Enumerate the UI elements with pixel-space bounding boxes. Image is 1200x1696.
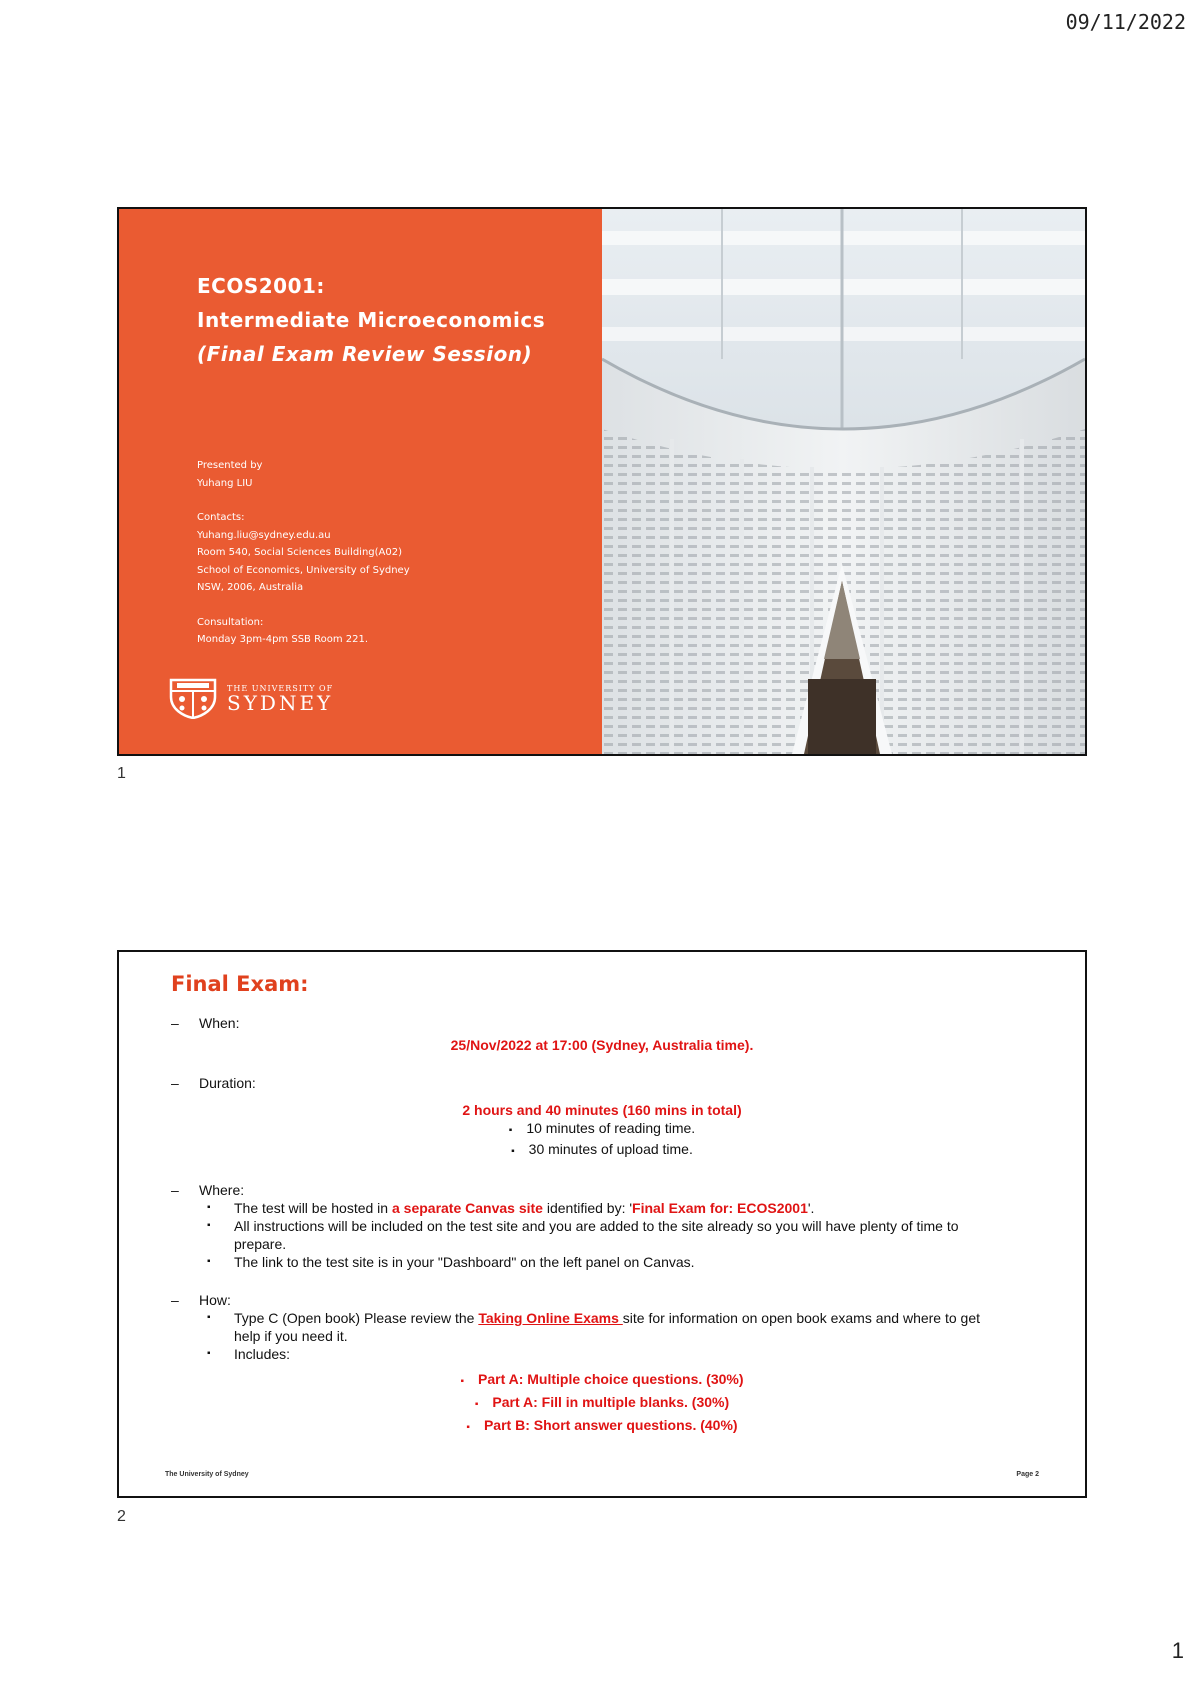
slide-footer-university: The University of Sydney: [165, 1471, 249, 1478]
building-interior-image: [602, 209, 1085, 754]
square-bullet-icon: ▪: [207, 1220, 211, 1231]
exam-part-item: ▪ Part A: Multiple choice questions. (30%): [460, 1371, 744, 1387]
how-item-2: ▪ Includes:: [207, 1346, 291, 1362]
square-bullet-icon: ▪: [460, 1376, 464, 1387]
duration-value: 2 hours and 40 minutes (160 mins in total): [462, 1102, 742, 1118]
contact-school: School of Economics, University of Sydney: [197, 564, 410, 576]
course-title: [197, 269, 545, 371]
contact-location: NSW, 2006, Australia: [197, 582, 304, 593]
presenter-info: [197, 457, 410, 649]
logo-small-text: THE UNIVERSITY OF: [227, 683, 334, 693]
where-item-2: ▪ All instructions will be included on the test site and you are added to the site already so you will have plenty of time to prepare.: [207, 1218, 959, 1252]
how-item-1: ▪ Type C (Open book) Please review the Taking Online Exams site for information on open book exams and where to get help if you need it.: [207, 1310, 981, 1344]
contacts-label: Contacts:: [197, 512, 245, 523]
title-panel: [119, 209, 602, 754]
when-row: [119, 1014, 1085, 1032]
square-bullet-icon: ▪: [207, 1348, 211, 1359]
slide-footer-page: Page 2: [1016, 1471, 1039, 1478]
square-bullet-icon: ▪: [511, 1146, 515, 1157]
where-item-3: ▪ The link to the test site is in your "Dashboard" on the left panel on Canvas.: [207, 1254, 695, 1270]
presented-label: Presented by: [197, 460, 263, 471]
duration-item: ▪ 30 minutes of upload time.: [511, 1141, 693, 1157]
logo-big-text: SYDNEY: [227, 690, 334, 715]
when-label: When:: [199, 1015, 240, 1031]
crest-icon: [167, 677, 219, 719]
slide-2-final-exam: [117, 950, 1087, 1498]
course-name: Intermediate Microeconomics: [197, 308, 546, 332]
dash-bullet: –: [171, 1075, 179, 1091]
square-bullet-icon: ▪: [508, 1125, 513, 1136]
exam-details: [119, 1014, 1085, 1438]
dash-bullet: –: [171, 1015, 179, 1031]
duration-item: ▪ 10 minutes of reading time.: [508, 1120, 696, 1136]
square-bullet-icon: ▪: [207, 1312, 211, 1323]
slide-2-number: 2: [117, 1508, 126, 1525]
duration-row: [119, 1074, 1085, 1092]
exam-part-item: ▪ Part B: Short answer questions. (40%): [466, 1417, 738, 1433]
dash-bullet: –: [171, 1182, 179, 1198]
dash-bullet: –: [171, 1292, 179, 1308]
square-bullet-icon: ▪: [474, 1399, 479, 1410]
where-label: Where:: [199, 1182, 245, 1198]
print-date: 09/11/2022: [1065, 10, 1186, 34]
square-bullet-icon: ▪: [207, 1202, 211, 1213]
consultation-time: Monday 3pm-4pm SSB Room 221.: [197, 634, 369, 645]
university-logo: [167, 677, 333, 719]
square-bullet-icon: ▪: [466, 1422, 470, 1433]
where-row: [119, 1181, 1085, 1199]
architecture-photo: [602, 209, 1085, 754]
when-value: 25/Nov/2022 at 17:00 (Sydney, Australia time).: [450, 1037, 754, 1053]
presenter-name: Yuhang LIU: [197, 477, 253, 489]
course-code: ECOS2001:: [197, 274, 325, 298]
square-bullet-icon: ▪: [207, 1256, 211, 1267]
page-number: 1: [1171, 1638, 1184, 1663]
exam-part-item: ▪ Part A: Fill in multiple blanks. (30%): [474, 1394, 730, 1410]
how-row: [119, 1291, 1085, 1309]
slide-1-title: [117, 207, 1087, 756]
contact-room: Room 540, Social Sciences Building(A02): [197, 547, 403, 558]
logo-wordmark: [227, 684, 333, 713]
how-label: How:: [199, 1292, 231, 1308]
session-name: (Final Exam Review Session): [197, 342, 533, 366]
consultation-label: Consultation:: [197, 616, 264, 628]
contact-email: Yuhang.liu@sydney.edu.au: [197, 529, 331, 541]
where-item-1: ▪ The test will be hosted in a separate Canvas site identified by: 'Final Exam for: ECOS2001'.: [207, 1200, 815, 1216]
slide-1-number: 1: [117, 765, 126, 782]
taking-online-exams-link[interactable]: Taking Online Exams: [478, 1310, 623, 1326]
duration-label: Duration:: [199, 1075, 256, 1091]
slide-heading: Final Exam:: [171, 972, 309, 996]
